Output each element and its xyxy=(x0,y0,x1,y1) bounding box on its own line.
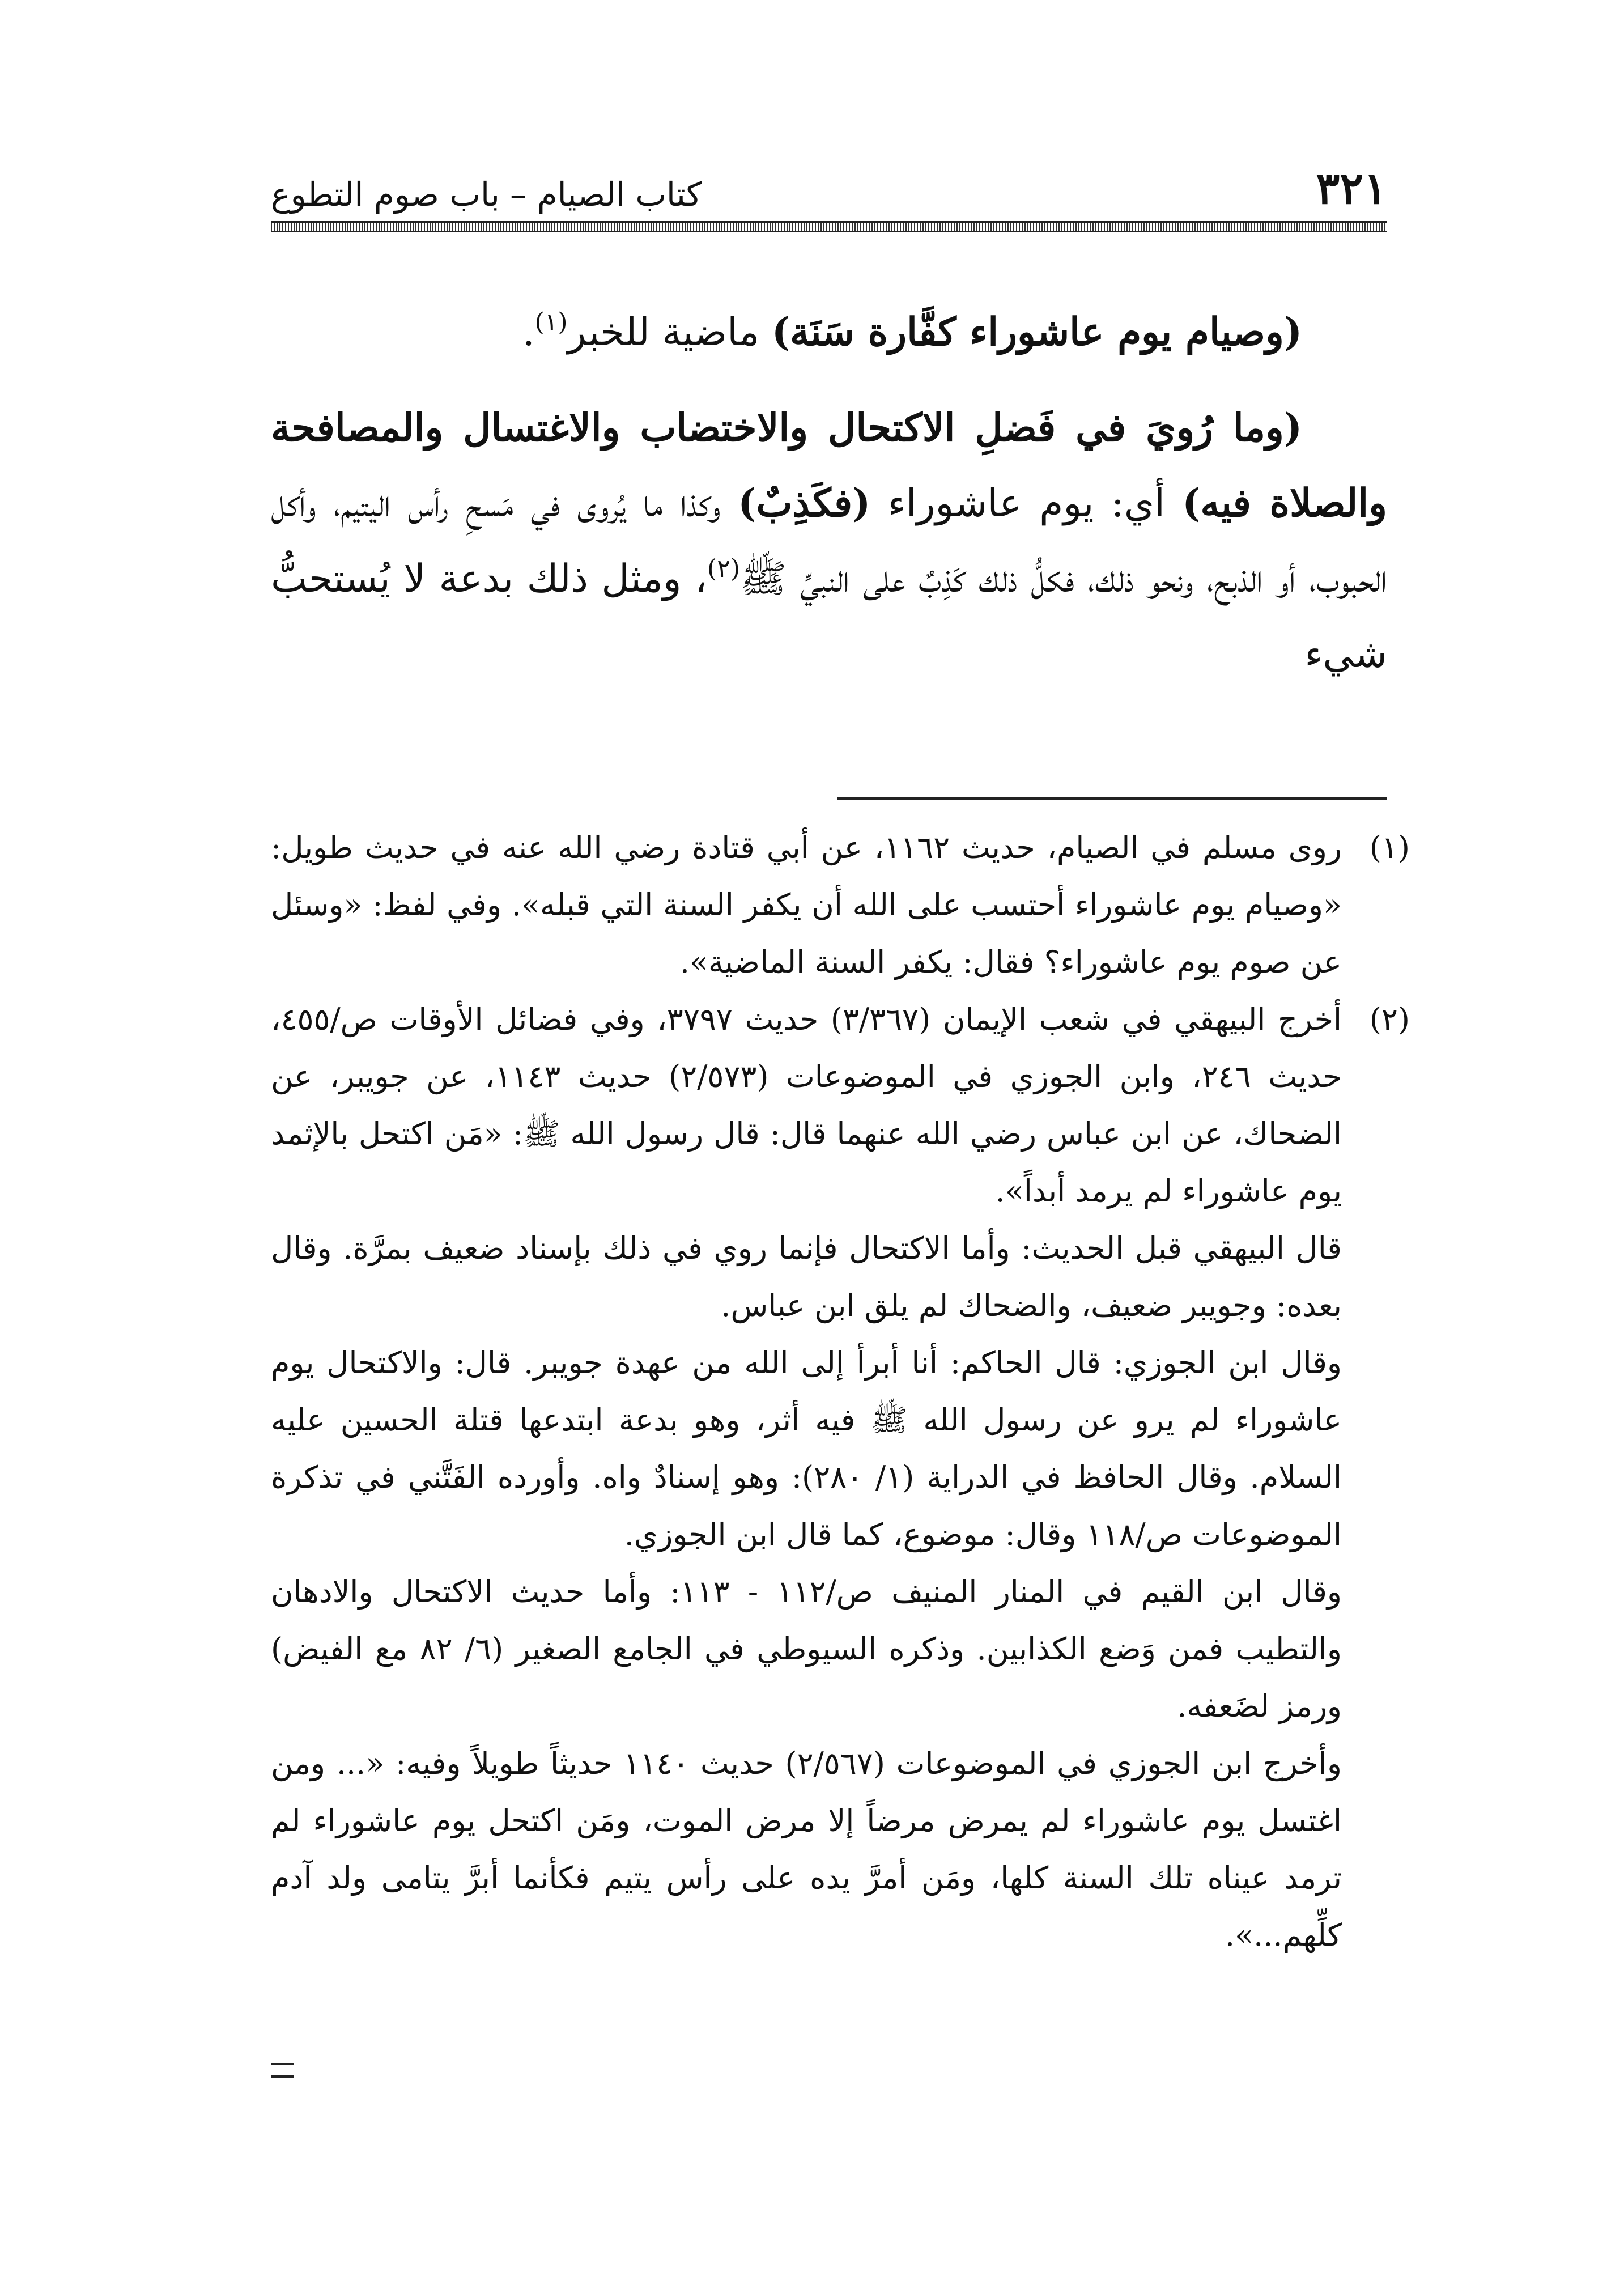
page-number: ٣٢١ xyxy=(1316,163,1387,214)
running-title: كتاب الصيام – باب صوم التطوع xyxy=(271,175,702,214)
commentary-text: وكذا ما يُروى في مَسحِ رأس اليتيم، وأكل الحبوب، أو الذبح، ونحو ذلك، فكلُّ ذلك كَذِبٌ على النبيِّ ﷺ xyxy=(271,481,1387,601)
footnotes xyxy=(271,819,1410,1964)
footnote-ref-2[interactable]: (٢) xyxy=(707,554,741,583)
footnote-number: (١) xyxy=(1369,830,1410,865)
page-header xyxy=(271,163,1387,214)
footnote-paragraph: قال البيهقي قبل الحديث: وأما الاكتحال فإنما روي في ذلك بإسناد ضعيف بمرَّة. وقال بعده: وجويبر ضعيف، والضحاك لم يلق ابن عباس. xyxy=(271,1230,1342,1323)
main-paragraph-1 xyxy=(271,295,1387,370)
footnote-text: روى مسلم في الصيام، حديث ١١٦٢، عن أبي قتادة رضي الله عنه في حديث طويل: «وصيام يوم عاشوراء أحتسب على الله أن يكفر السنة التي قبله». وفي لفظ: «وسئل عن صوم يوم عاشوراء؟ فقال: يكفر السنة الماضية». xyxy=(271,830,1342,980)
footnote-paragraph: وقال ابن القيم في المنار المنيف ص/١١٢ - ١١٣: وأما حديث الاكتحال والادهان والتطيب فمن وَضع الكذابين. وذكره السيوطي في الجامع الصغير (٦/ ٨٢ مع الفيض) ورمز لضَعفه. xyxy=(271,1574,1342,1724)
commentary-text: أي: يوم عاشوراء xyxy=(870,481,1183,526)
footnote-paragraph: وأخرج ابن الجوزي في الموضوعات (٢/٥٦٧) حديث ١١٤٠ حديثاً طويلاً وفيه: «... ومن اغتسل يوم عاشوراء لم يمرض مرضاً إلا مرض الموت، ومَن اكتحل يوم عاشوراء لم ترمد عيناه تلك السنة كلها، ومَن أمرَّ يده على رأس يتيم فكأنما أبرَّ يتامى ولد آدم كلِّهم...». xyxy=(271,1746,1342,1953)
footnote-separator xyxy=(837,797,1387,800)
footnote-1 xyxy=(271,819,1410,991)
footnote-number: (٢) xyxy=(1369,1001,1410,1037)
quoted-matn: (فكَذِبٌ) xyxy=(738,481,871,526)
main-paragraph-2 xyxy=(271,390,1387,692)
commentary-text: ، ومثل ذلك بدعة لا يُستحبُّ شيء xyxy=(271,557,1387,677)
footnote-paragraph: وقال ابن الجوزي: قال الحاكم: أنا أبرأ إلى الله من عهدة جويبر. قال: والاكتحال يوم عاشوراء لم يرو عن رسول الله ﷺ فيه أثر، وهو بدعة ابتدعها قتلة الحسين عليه السلام. وقال الحافظ في الدراية (١/ ٢٨٠): وهو إسنادٌ واه. وأورده الفَتَّني في تذكرة الموضوعات ص/١١٨ وقال: موضوع، كما قال ابن الجوزي. xyxy=(271,1345,1342,1552)
header-divider xyxy=(271,221,1387,232)
commentary-text: ماضية للخبر xyxy=(567,310,772,355)
footnote-2 xyxy=(271,991,1410,1220)
continuation-mark xyxy=(271,2063,294,2078)
sentence-end: . xyxy=(522,310,535,355)
main-text xyxy=(271,295,1387,692)
footnote-text: أخرج البيهقي في شعب الإيمان (٣/٣٦٧) حديث ٣٧٩٧، وفي فضائل الأوقات ص/٤٥٥، حديث ٢٤٦، وابن الجوزي في الموضوعات (٢/٥٧٣) حديث ١١٤٣، عن جويبر، عن الضحاك، عن ابن عباس رضي الله عنهما قال: قال رسول الله ﷺ: «مَن اكتحل بالإثمد يوم عاشوراء لم يرمد أبداً». xyxy=(271,1001,1342,1209)
quoted-matn: (وما رُويَ في فَضلِ الاكتحال والاختضاب والاغتسال والمصافحة والصلاة فيه) xyxy=(271,405,1387,526)
footnote-ref-1[interactable]: (١) xyxy=(534,308,568,337)
quoted-matn: (وصيام يوم عاشوراء كفَّارة سَنَة) xyxy=(771,309,1302,355)
